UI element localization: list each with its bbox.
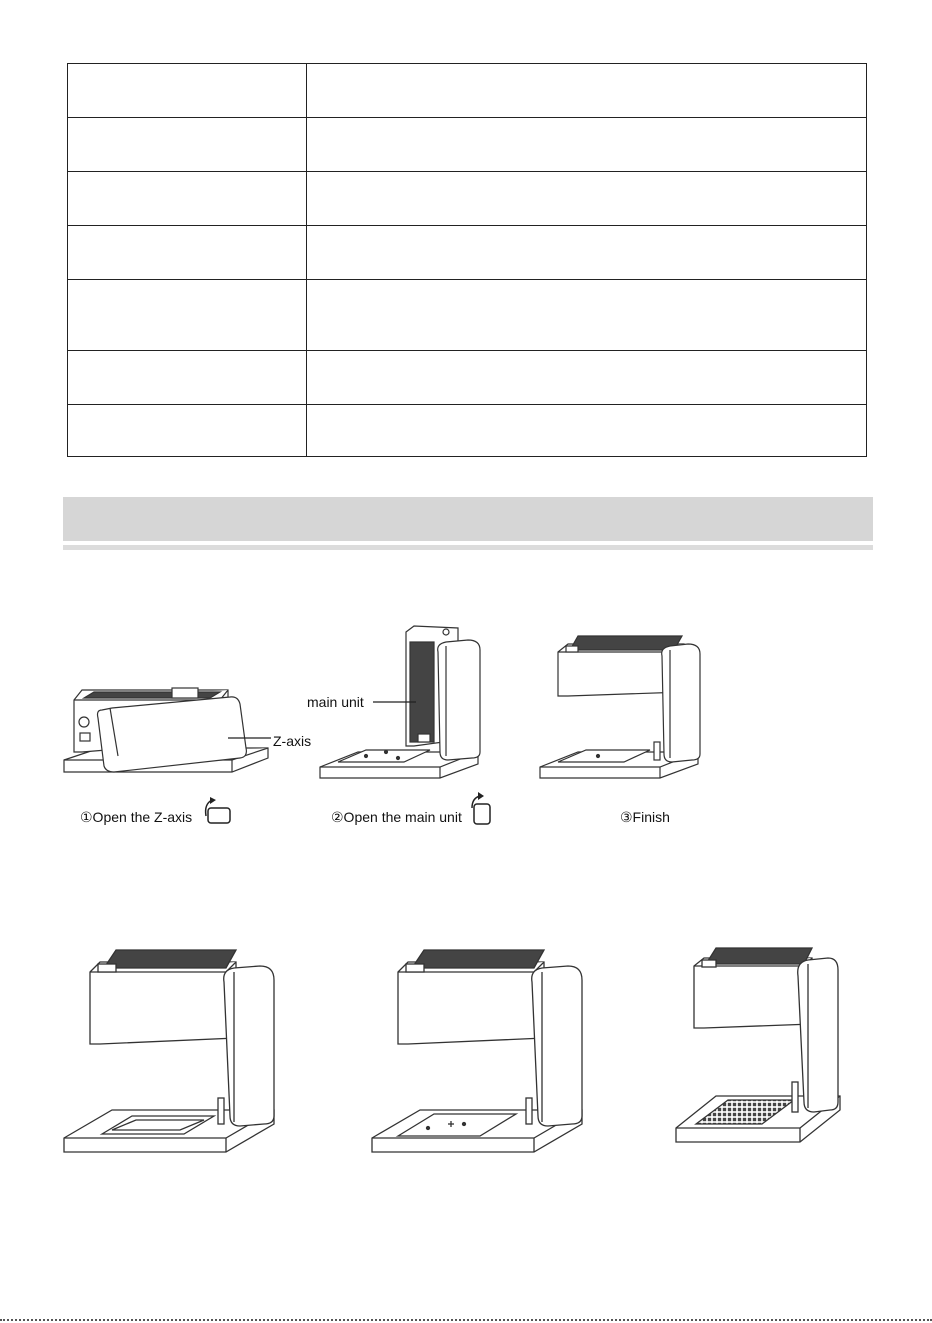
spec-value: [307, 280, 867, 351]
spec-value: [307, 226, 867, 280]
step1-illustration: [60, 640, 275, 785]
spec-value: [307, 405, 867, 457]
table-row: [68, 172, 867, 226]
section-header-bar: [63, 497, 873, 541]
config-base-with-frame: [60, 938, 278, 1170]
spec-label: [68, 280, 307, 351]
spec-value: [307, 172, 867, 226]
main-unit-leader-line: [373, 700, 417, 704]
step3-illustration: [538, 622, 708, 784]
spec-label: [68, 64, 307, 118]
config-base-with-plate: [368, 938, 586, 1170]
config-base-with-honeycomb: [672, 932, 844, 1162]
rotate-open-icon: [466, 792, 494, 831]
table-row: [68, 351, 867, 405]
step2-caption: ②Open the main unit: [331, 809, 462, 825]
page-footer-edge: [0, 1319, 932, 1321]
table-row: [68, 64, 867, 118]
spec-label: [68, 405, 307, 457]
table-row: [68, 226, 867, 280]
table-row: [68, 405, 867, 457]
table-row: [68, 280, 867, 351]
spec-label: [68, 226, 307, 280]
spec-table: [67, 63, 867, 457]
spec-value: [307, 351, 867, 405]
z-axis-leader-line: [228, 736, 272, 740]
spec-label: [68, 118, 307, 172]
rotate-open-icon: [200, 796, 234, 831]
spec-value: [307, 64, 867, 118]
main-unit-callout: main unit: [307, 694, 364, 710]
z-axis-callout: Z-axis: [273, 733, 312, 749]
step1-caption: ①Open the Z-axis: [80, 809, 193, 825]
step3-caption: ③Finish: [620, 809, 670, 825]
spec-value: [307, 118, 867, 172]
spec-label: [68, 351, 307, 405]
spec-label: [68, 172, 307, 226]
table-row: [68, 118, 867, 172]
section-divider: [63, 545, 873, 550]
